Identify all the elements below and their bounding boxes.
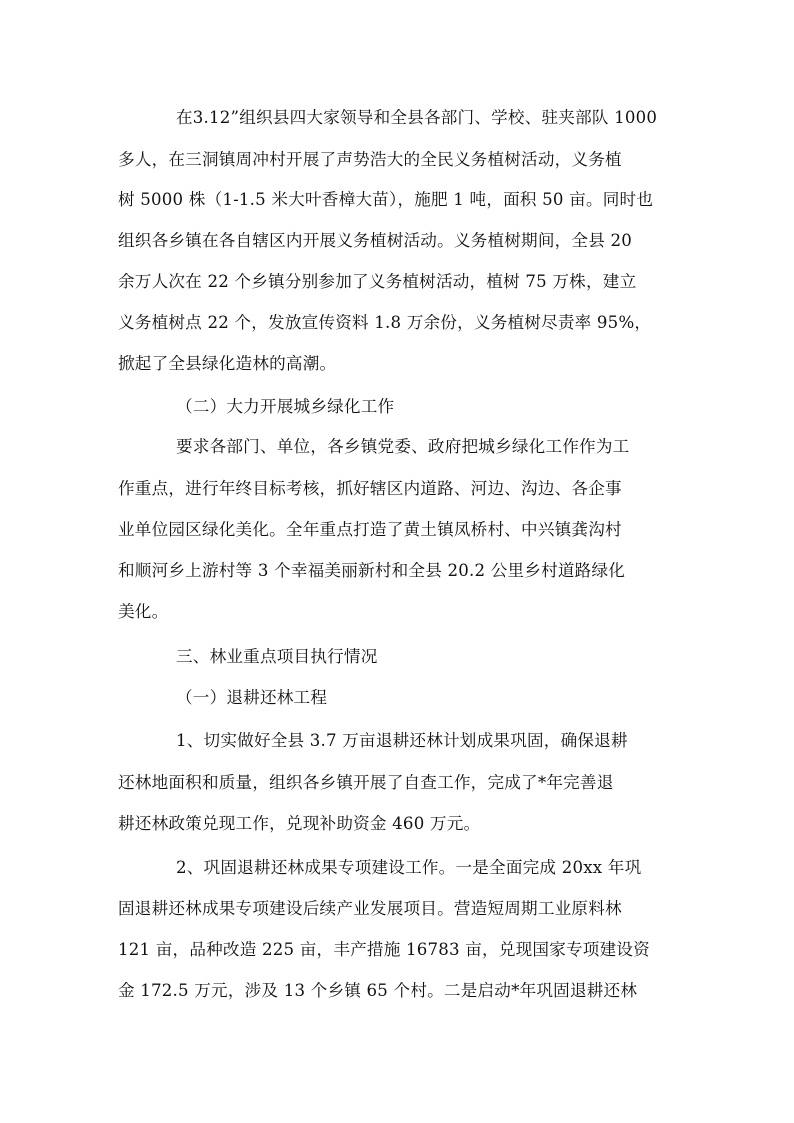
paragraph-line-2: 多人，在三洞镇周冲村开展了声势浩大的全民义务植树活动，义务植 [118,150,622,169]
subsection-heading-grain-for-green: （一）退耕还林工程 [176,688,328,707]
paragraph-line-13: 1、切实做好全县 3.7 万亩退耕还林计划成果巩固，确保退耕 [176,731,628,750]
paragraph-line-7: 掀起了全县绿化造林的高潮。 [118,354,337,373]
paragraph-line-10: 业单位园区绿化美化。全年重点打造了黄土镇凤桥村、中兴镇龚沟村 [118,520,622,539]
paragraph-line-14: 还林地面积和质量，组织各乡镇开展了自查工作，完成了*年完善退 [118,773,614,792]
paragraph-line-4: 组织各乡镇在各自辖区内开展义务植树活动。义务植树期间，全县 20 [118,231,633,250]
paragraph-line-18: 121 亩，品种改造 225 亩，丰产措施 16783 亩，兑现国家专项建设资 [118,940,650,959]
paragraph-line-5: 余万人次在 22 个乡镇分别参加了义务植树活动，植树 75 万株，建立 [118,272,637,291]
paragraph-line-8: 要求各部门、单位，各乡镇党委、政府把城乡绿化工作作为工 [176,437,630,456]
paragraph-line-17: 固退耕还林成果专项建设后续产业发展项目。营造短周期工业原料林 [118,899,622,918]
paragraph-line-6: 义务植树点 22 个，发放宣传资料 1.8 万余份，义务植树尽责率 95%， [118,313,652,332]
paragraph-line-19: 金 172.5 万元，涉及 13 个乡镇 65 个村。二是启动*年巩固退耕还林 [118,981,638,1000]
paragraph-line-3: 树 5000 株（1-1.5 米大叶香樟大苗），施肥 1 吨，面积 50 亩。同时也 [118,190,654,209]
paragraph-line-9: 作重点，进行年终目标考核，抓好辖区内道路、河边、沟边、各企事 [118,479,622,498]
paragraph-line-16: 2、巩固退耕还林成果专项建设工作。一是全面完成 20xx 年巩 [176,858,642,877]
paragraph-line-11: 和顺河乡上游村等 3 个幸福美丽新村和全县 20.2 公里乡村道路绿化 [118,561,626,580]
paragraph-line-15: 耕还林政策兑现工作，兑现补助资金 460 万元。 [118,814,481,833]
section-heading-urban-rural-greening: （二）大力开展城乡绿化工作 [176,397,395,416]
section-heading-key-projects: 三、林业重点项目执行情况 [176,647,378,666]
paragraph-line-12: 美化。 [118,602,169,621]
paragraph-line-1: 在3.12”组织县四大家领导和全县各部门、学校、驻夹部队 1000 [176,108,658,127]
